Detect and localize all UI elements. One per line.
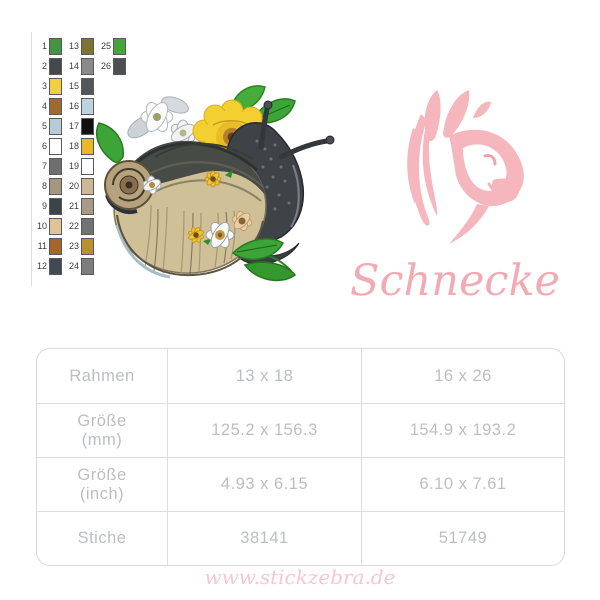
stickzebra-logo — [393, 84, 538, 249]
snail-embroidery-design — [85, 75, 340, 330]
palette-item — [65, 36, 94, 56]
color-swatch — [49, 138, 62, 155]
palette-item — [33, 36, 62, 56]
spec-value-13x18: 13 x 18 — [168, 349, 362, 403]
spec-label: Größe (inch) — [37, 458, 168, 511]
color-swatch — [49, 258, 62, 275]
color-number: 23 — [68, 240, 79, 251]
spec-value-16x26: 6.10 x 7.61 — [419, 475, 507, 493]
spec-value-13x18: 4.93 x 6.15 — [168, 458, 362, 511]
zebra-neck-swoosh — [449, 204, 489, 244]
palette-item — [33, 156, 62, 176]
color-number: 8 — [41, 180, 47, 191]
color-number: 10 — [36, 220, 47, 231]
palette-item — [33, 116, 62, 136]
color-number: 20 — [68, 180, 79, 191]
white-flower-cluster — [124, 94, 197, 146]
spec-value-16x26: 16 x 26 — [434, 366, 492, 385]
zebra-head-mark — [407, 90, 524, 244]
spec-label: Rahmen — [37, 349, 168, 403]
color-swatch — [49, 58, 62, 75]
color-number: 4 — [41, 100, 47, 111]
color-number: 6 — [41, 140, 47, 151]
spec-label: Stiche — [37, 512, 168, 565]
color-number: 18 — [68, 140, 79, 151]
color-swatch — [49, 38, 62, 55]
palette-item — [33, 136, 62, 156]
palette-item — [33, 236, 62, 256]
color-number: 25 — [100, 40, 111, 51]
color-number: 5 — [41, 120, 47, 131]
color-swatch — [113, 38, 126, 55]
spec-row — [37, 511, 564, 565]
color-number: 1 — [41, 40, 47, 51]
palette-border-line — [31, 32, 32, 286]
antenna-right-tip — [326, 136, 334, 144]
palette-item — [65, 56, 94, 76]
palette-item — [33, 96, 62, 116]
spec-value-16x26: 154.9 x 193.2 — [409, 421, 517, 439]
palette-column — [33, 36, 62, 276]
color-number: 15 — [68, 80, 79, 91]
palette-item — [33, 56, 62, 76]
color-swatch — [49, 98, 62, 115]
color-swatch — [49, 118, 62, 135]
color-number: 17 — [68, 120, 79, 131]
color-number: 21 — [68, 200, 79, 211]
watermark-url: www.stickzebra.de — [204, 565, 396, 589]
design-title: Schnecke — [350, 256, 560, 306]
color-swatch — [81, 58, 94, 75]
color-number: 16 — [68, 100, 79, 111]
color-number: 7 — [41, 160, 47, 171]
palette-item — [33, 176, 62, 196]
palette-item — [97, 56, 126, 76]
color-number: 2 — [41, 60, 47, 71]
palette-item — [33, 196, 62, 216]
color-number: 14 — [68, 60, 79, 71]
color-swatch — [113, 58, 126, 75]
color-number: 12 — [36, 260, 47, 271]
color-number: 19 — [68, 160, 79, 171]
color-swatch — [49, 158, 62, 175]
color-swatch — [49, 238, 62, 255]
color-swatch — [81, 38, 94, 55]
color-number: 26 — [100, 60, 111, 71]
color-number: 11 — [37, 240, 47, 251]
spec-row — [37, 349, 564, 403]
spec-label: Größe (mm) — [37, 404, 168, 457]
antenna-up-tip — [264, 101, 272, 109]
color-swatch — [49, 78, 62, 95]
zebra-forelock — [473, 102, 491, 118]
palette-item — [97, 36, 126, 56]
spec-value-16x26: 51749 — [438, 529, 488, 547]
palette-item — [33, 256, 62, 276]
spec-row — [37, 457, 564, 511]
color-number: 22 — [68, 220, 79, 231]
color-swatch — [49, 198, 62, 215]
spec-table — [36, 348, 565, 566]
palette-item — [33, 216, 62, 236]
color-swatch — [49, 218, 62, 235]
color-number: 3 — [41, 80, 47, 91]
spec-value-13x18: 125.2 x 156.3 — [168, 404, 362, 457]
color-number: 13 — [68, 40, 79, 51]
palette-item — [33, 76, 62, 96]
color-swatch — [49, 178, 62, 195]
color-number: 24 — [68, 260, 79, 271]
spec-value-13x18: 38141 — [168, 512, 362, 565]
color-number: 9 — [41, 200, 47, 211]
spec-row — [37, 403, 564, 457]
